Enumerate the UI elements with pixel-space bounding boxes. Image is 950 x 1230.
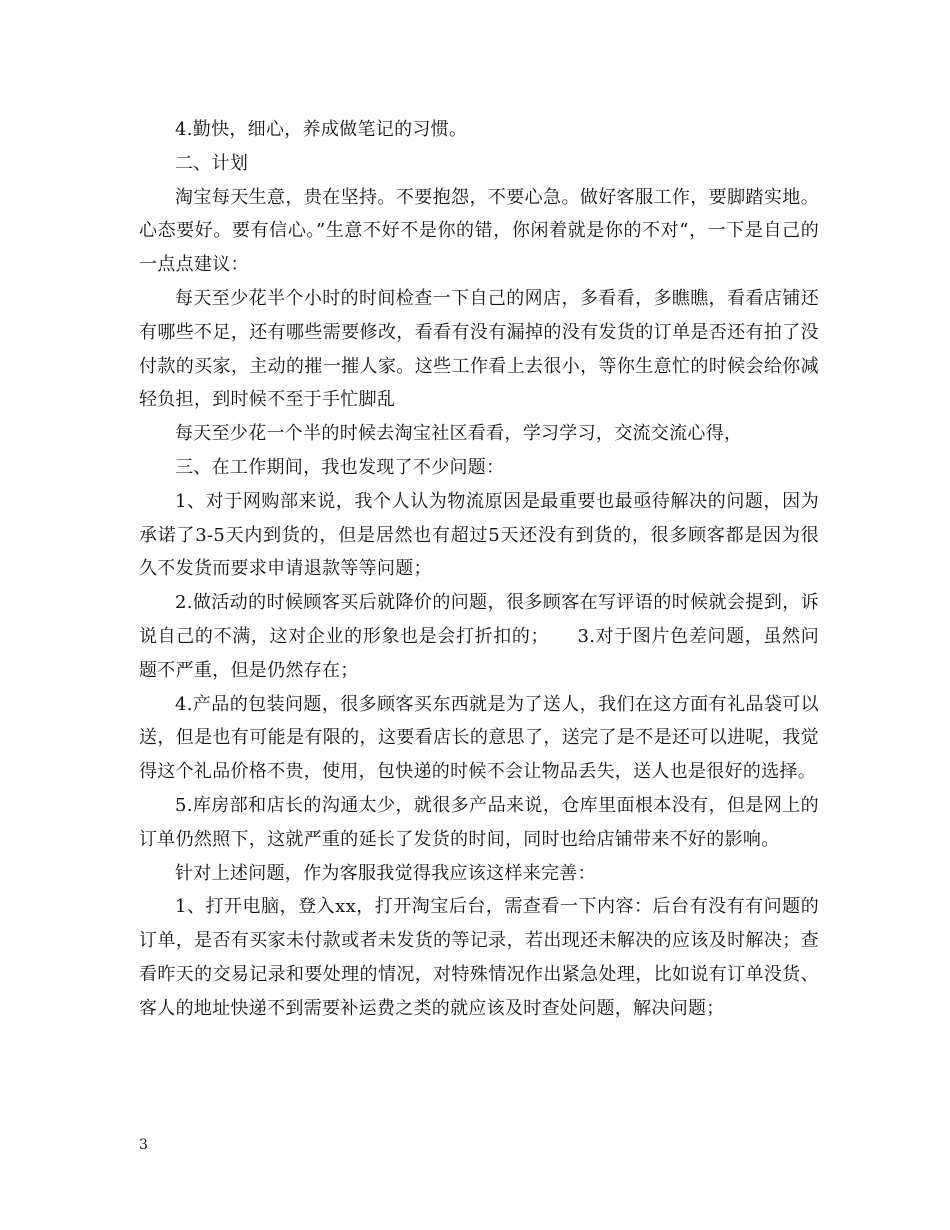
paragraph-packaging: 4.产品的包装问题，很多顾客买东西就是为了送人，我们在这方面有礼品袋可以送，但是也有可能是有限的，这要看店长的意思了，送完了是不是还可以进呢，我觉得这个礼品价格不贵，使用，包快递的时候不会让物品丢失，送人也是很好的选择。 — [139, 693, 819, 783]
paragraph-improve-intro: 针对上述问题，作为客服我觉得我应该这样来完善： — [175, 862, 596, 884]
paragraph-price-drop: 2.做活动的时候顾客买后就降价的问题，很多顾客在写评语的时候就会提到，诉说自己的不满，这对企业的形象也是会打折扣的； 3.对于图片色差问题，虽然问题不严重，但是仍然存在； — [139, 592, 819, 681]
paragraph-improve-step-1: 1、打开电脑，登入xx，打开淘宝后台，需查看一下内容：后台有没有有问题的订单，是否有买家未付款或者未发货的等记录，若出现还未解决的应该及时解决；查看昨天的交易记录和要处理的情况，对特殊情况作出紧急处理，比如说有订单没货、客人的地址快递不到需要补运费之类的就应该及时查处问题，解决问题； — [139, 896, 819, 1019]
paragraph-persistence: 淘宝每天生意，贵在坚持。不要抱怨，不要心急。做好客服工作，要脚踏实地。心态要好。要有信心。”生意不好不是你的错，你闲着就是你的不对“，一下是自己的一点点建议： — [139, 186, 819, 276]
paragraph-habit: 4.勤快，细心，养成做笔记的习惯。 — [175, 119, 468, 140]
paragraph-warehouse: 5.库房部和店长的沟通太少，就很多产品来说，仓库里面根本没有，但是网上的订单仍然照下，这就严重的延长了发货的时间，同时也给店铺带来不好的影响。 — [139, 794, 819, 850]
page-number: 3 — [139, 1137, 148, 1153]
heading-plan: 二、计划 — [175, 152, 249, 174]
document-body — [139, 113, 819, 1026]
paragraph-community: 每天至少花一个半的时候去淘宝社区看看，学习学习，交流交流心得， — [175, 423, 743, 445]
paragraph-logistics: 1、对于网购部来说，我个人认为物流原因是最重要也最亟待解决的问题，因为承诺了3-5天内到货的，但是居然也有超过5天还没有到货的，很多顾客都是因为很久不发货而要求申请退款等等问题； — [139, 490, 819, 580]
heading-problems: 三、在工作期间，我也发现了不少问题： — [175, 456, 505, 478]
paragraph-daily-check: 每天至少花半个小时的时间检查一下自己的网店，多看看，多瞧瞧，看看店铺还有哪些不足，还有哪些需要修改，看看有没有漏掉的没有发货的订单是否还有拍了没付款的买家，主动的摧一摧人家。这些工作看上去很小，等你生意忙的时候会给你减轻负担，到时候不至于手忙脚乱 — [139, 287, 819, 411]
